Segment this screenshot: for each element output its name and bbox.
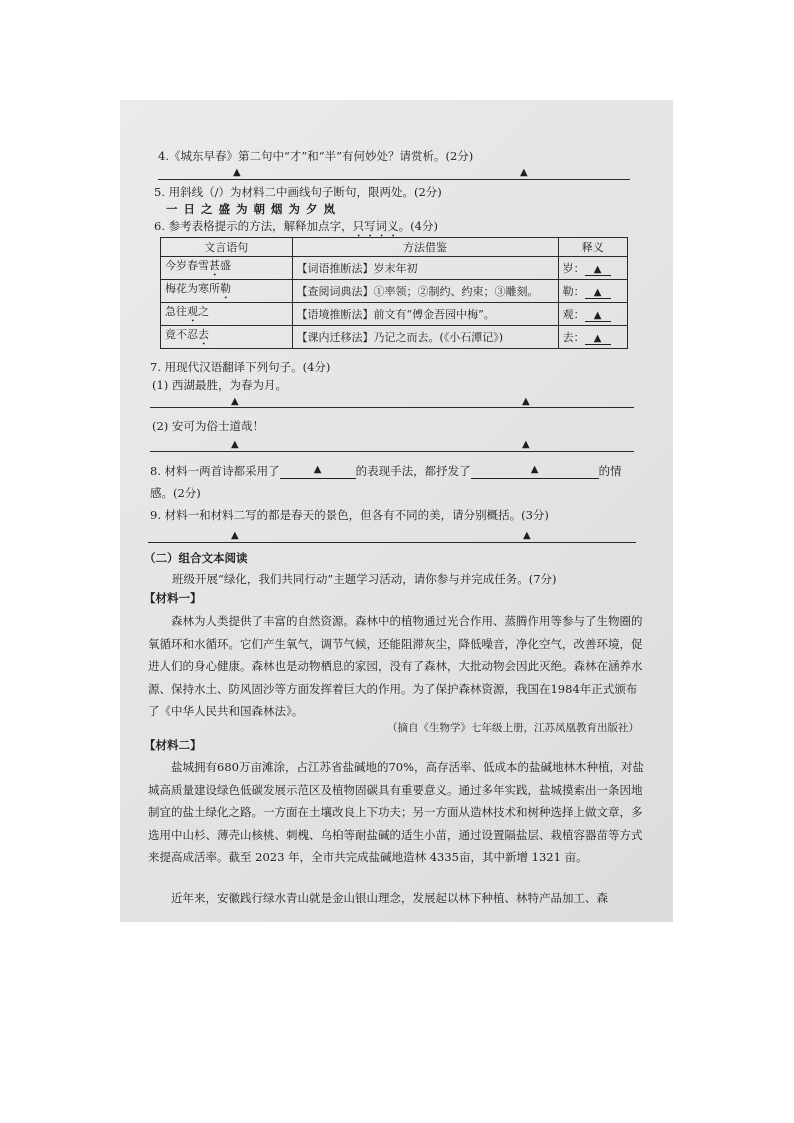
table-cell: 梅花为寒所勒 [161, 280, 293, 303]
answer-marker: ▲ [523, 530, 531, 541]
question-7: 7. 用现代汉语翻译下列句子。(4分) [150, 360, 331, 374]
section-intro: 班级开展“绿化，我们共同行动”主题学习活动，请你参与并完成任务。(7分) [172, 572, 557, 586]
material-1-source: （摘自《生物学》七年级上册，江苏凤凰教育出版社） [387, 722, 639, 734]
question-9: 9. 材料一和材料二写的都是春天的景色，但各有不同的美，请分别概括。(3分) [150, 508, 549, 522]
question-5: 5. 用斜线（/）为材料二中画线句子断句，限两处。(2分) [154, 185, 442, 199]
table-cell: 观： ▲ [558, 303, 627, 326]
answer-marker: ▲ [231, 530, 239, 541]
answer-line [150, 451, 634, 452]
method-table [160, 237, 628, 349]
answer-marker: ▲ [522, 396, 530, 407]
table-row [161, 280, 628, 303]
question-8: 8. 材料一两首诗都采用了 ▲ 的表现手法，都抒发了 ▲ 的情 [150, 464, 622, 478]
question-7-1: (1) 西湖最胜，为春为月。 [152, 378, 287, 392]
table-cell: 【语境推断法】前文有“傅金吾园中梅”。 [292, 303, 558, 326]
table-row [161, 257, 628, 280]
question-7-2: (2) 安可为俗士道哉！ [152, 419, 264, 433]
table-cell: 今岁春雪甚盛 [161, 257, 293, 280]
material-1-text: 森林为人类提供了丰富的自然资源。森林中的植物通过光合作用、蒸腾作用等参与了生物圈的氧循环和水循环。它们产生氧气，调节气候，还能阻滞灰尘，降低噪音，净化空气，改善环境，促进人们的身心健康。森林也是动物栖息的家园，没有了森林，大批动物会因此灭绝。森林在涵养水源、保持水土、防风固沙等方面发挥着巨大的作用。为了保护森林资源，我国在1984年正式颁布了《中华人民共和国森林法》。 [148, 614, 643, 718]
answer-line [150, 407, 634, 408]
section-heading: （二）组合文本阅读 [144, 551, 248, 565]
material-2-text: 盐城拥有680万亩滩涂，占江苏省盐碱地的70%，高存活率、低成本的盐碱地林木种植，对盐城高质量建设绿色低碳发展示范区及植物固碳具有重要意义。通过多年实践，盐城摸索出一条因地制宜的盐土绿化之路。一方面在土壤改良上下功夫；另一方面从造林技术和树种选择上做文章，多选用中山杉、薄壳山核桃、刺槐、乌桕等耐盐碱的适生小苗，通过设置隔盐层、栽植容器苗等方式来提高成活率。截至 2023 年，全市共完成盐碱地造林 4335亩，其中新增 1321 亩。 [148, 760, 645, 864]
table-cell: 【词语推断法】岁末年初 [292, 257, 558, 280]
table-cell: 去： ▲ [558, 326, 627, 349]
table-cell: 勒： ▲ [558, 280, 627, 303]
answer-marker: ▲ [233, 167, 241, 178]
question-6: 6. 参考表格提示的方法，解释加点字，只写词义。(4分) [154, 219, 438, 233]
answer-marker: ▲ [231, 396, 239, 407]
material-2-label: 【材料二】 [144, 738, 202, 752]
table-cell: 急往观之 [161, 303, 293, 326]
exam-page [120, 100, 673, 922]
table-header-row [161, 238, 628, 257]
table-cell: 【课内迁移法】乃记之而去。(《小石潭记》) [292, 326, 558, 349]
table-cell: 岁： ▲ [558, 257, 627, 280]
answer-marker: ▲ [231, 439, 239, 450]
answer-line [158, 179, 630, 180]
table-row [161, 303, 628, 326]
material-1-label: 【材料一】 [144, 591, 202, 605]
answer-marker: ▲ [520, 167, 528, 178]
table-row [161, 326, 628, 349]
question-8-cont: 感。(2分) [150, 486, 201, 500]
question-5-sentence: 一 日 之 盛 为 朝 烟 为 夕 岚 [166, 202, 337, 216]
table-header: 文言语句 [161, 238, 293, 257]
table-cell: 竟不忍去 [161, 326, 293, 349]
table-header: 方法借鉴 [292, 238, 558, 257]
table-header: 释义 [558, 238, 627, 257]
material-2-text-cont: 近年来，安徽践行绿水青山就是金山银山理念，发展起以林下种植、林特产品加工、森 [171, 891, 608, 905]
table-cell: 【查阅词典法】①率领；②制约、约束；③雕刻。 [292, 280, 558, 303]
answer-marker: ▲ [522, 439, 530, 450]
answer-line [148, 542, 636, 543]
question-4: 4.《城东早春》第二句中“才”和“半”有何妙处？请赏析。(2分) [158, 149, 474, 163]
